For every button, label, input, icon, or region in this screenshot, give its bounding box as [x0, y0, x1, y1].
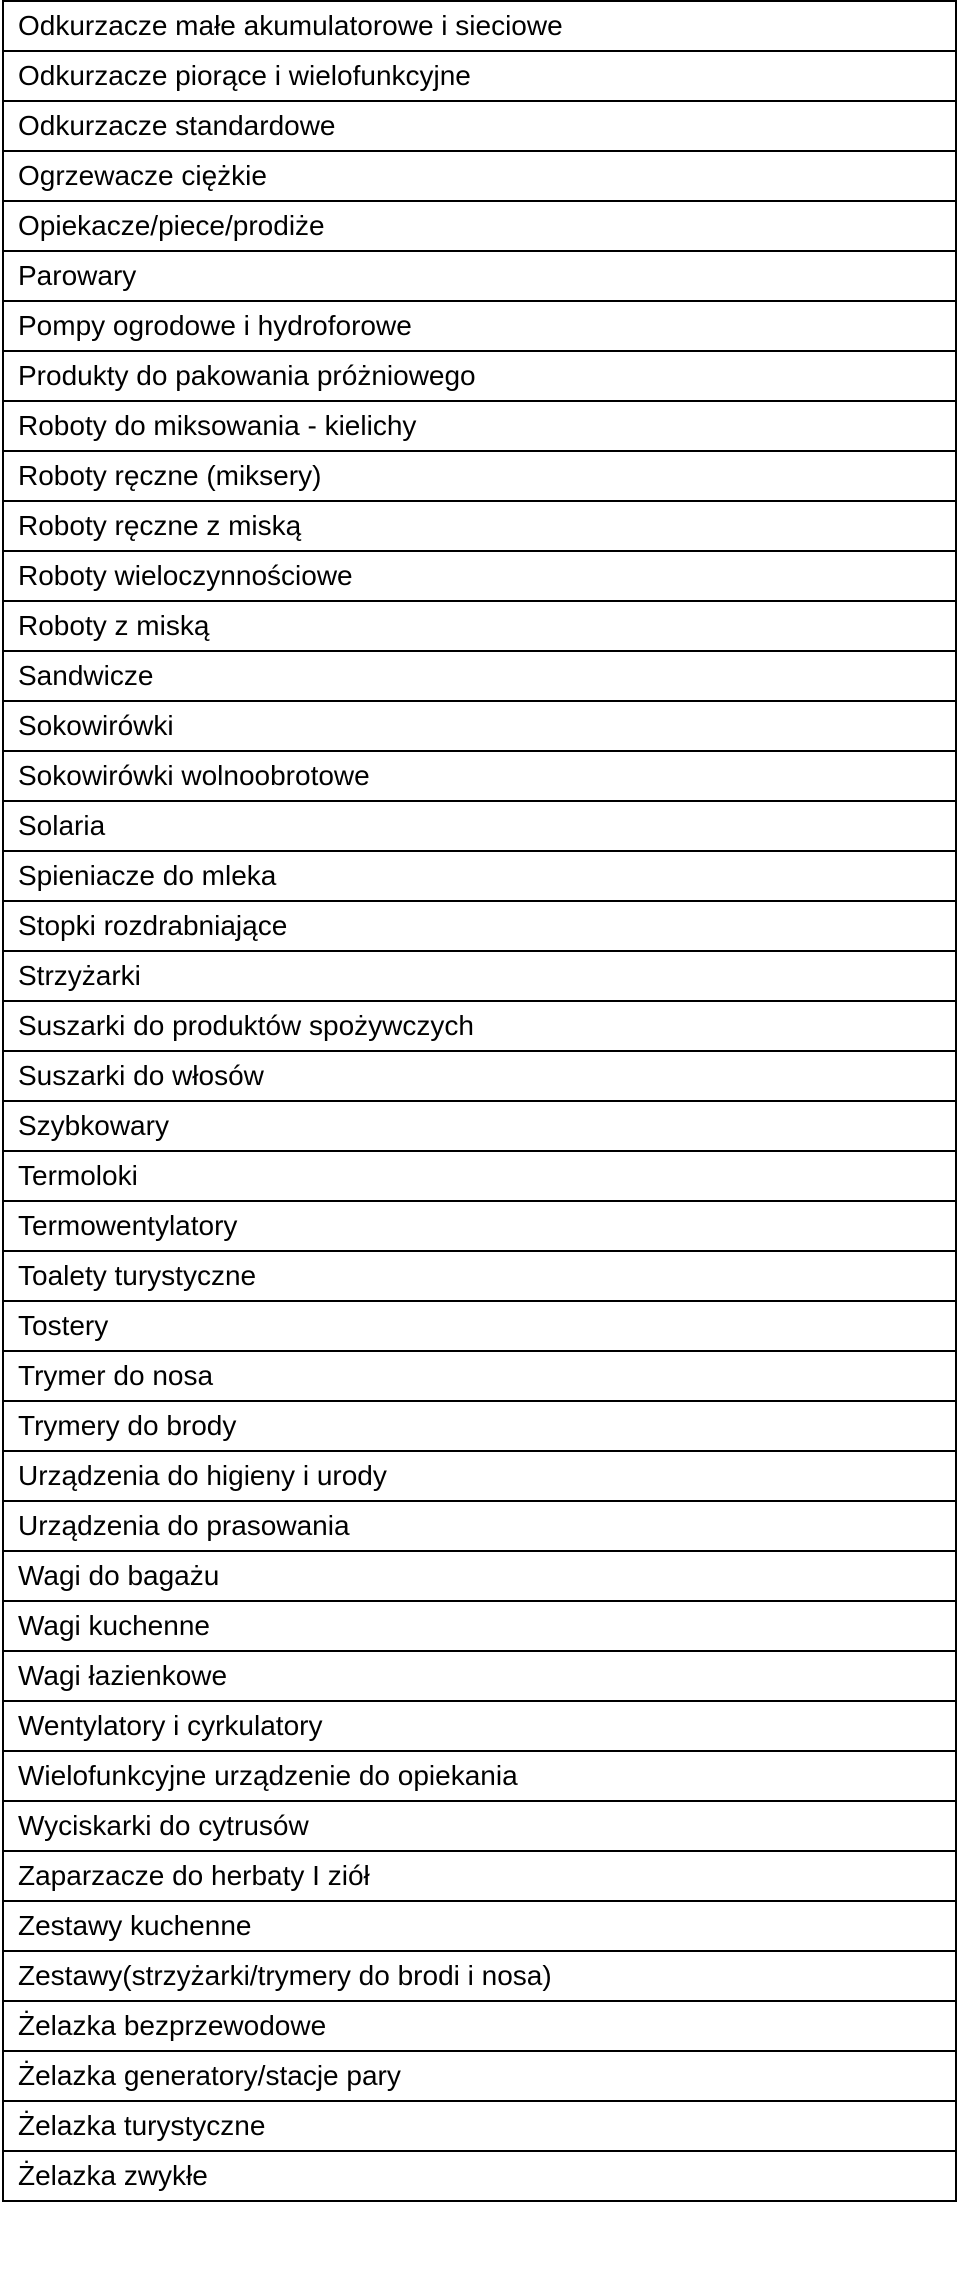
table-cell: Zaparzacze do herbaty I ziół: [3, 1851, 956, 1901]
table-row: [3, 1151, 956, 1201]
table-cell: Roboty ręczne (miksery): [3, 451, 956, 501]
table-row: [3, 1, 956, 51]
table-row: [3, 2001, 956, 2051]
table-cell: Wielofunkcyjne urządzenie do opiekania: [3, 1751, 956, 1801]
table-row: [3, 1851, 956, 1901]
table-row: [3, 1101, 956, 1151]
table-row: [3, 151, 956, 201]
table-cell: Zestawy(strzyżarki/trymery do brodi i nosa): [3, 1951, 956, 2001]
table-cell: Strzyżarki: [3, 951, 956, 1001]
table-cell: Sokowirówki: [3, 701, 956, 751]
table-row: [3, 1551, 956, 1601]
table-row: [3, 1051, 956, 1101]
table-row: [3, 751, 956, 801]
table-row: [3, 351, 956, 401]
table-row: [3, 2101, 956, 2151]
table-cell: Tostery: [3, 1301, 956, 1351]
table-cell: Produkty do pakowania próżniowego: [3, 351, 956, 401]
table-cell: Odkurzacze standardowe: [3, 101, 956, 151]
table-row: [3, 501, 956, 551]
table-cell: Żelazka zwykłe: [3, 2151, 956, 2201]
table-cell: Termowentylatory: [3, 1201, 956, 1251]
table-cell: Wentylatory i cyrkulatory: [3, 1701, 956, 1751]
table-row: [3, 601, 956, 651]
table-cell: Odkurzacze małe akumulatorowe i sieciowe: [3, 1, 956, 51]
table-row: [3, 1901, 956, 1951]
table-cell: Roboty do miksowania - kielichy: [3, 401, 956, 451]
table-row: [3, 801, 956, 851]
table-row: [3, 2051, 956, 2101]
table-cell: Roboty z miską: [3, 601, 956, 651]
table-row: [3, 1951, 956, 2001]
table-cell: Żelazka turystyczne: [3, 2101, 956, 2151]
table-cell: Pompy ogrodowe i hydroforowe: [3, 301, 956, 351]
table-cell: Toalety turystyczne: [3, 1251, 956, 1301]
table-row: [3, 901, 956, 951]
table-row: [3, 2151, 956, 2201]
table-cell: Wagi do bagażu: [3, 1551, 956, 1601]
table-row: [3, 251, 956, 301]
table-row: [3, 1751, 956, 1801]
table-cell: Trymer do nosa: [3, 1351, 956, 1401]
table-cell: Urządzenia do higieny i urody: [3, 1451, 956, 1501]
table-row: [3, 1001, 956, 1051]
table-cell: Wyciskarki do cytrusów: [3, 1801, 956, 1851]
table-cell: Ogrzewacze ciężkie: [3, 151, 956, 201]
table-row: [3, 201, 956, 251]
table-cell: Termoloki: [3, 1151, 956, 1201]
table-row: [3, 1301, 956, 1351]
table-cell: Szybkowary: [3, 1101, 956, 1151]
category-table-body: [3, 1, 956, 2201]
table-row: [3, 951, 956, 1001]
table-row: [3, 1651, 956, 1701]
table-row: [3, 1451, 956, 1501]
table-cell: Wagi kuchenne: [3, 1601, 956, 1651]
table-cell: Roboty ręczne z miską: [3, 501, 956, 551]
category-table-container: [2, 0, 957, 2202]
table-row: [3, 1601, 956, 1651]
table-cell: Suszarki do produktów spożywczych: [3, 1001, 956, 1051]
table-row: [3, 1251, 956, 1301]
table-row: [3, 851, 956, 901]
table-row: [3, 1701, 956, 1751]
table-cell: Spieniacze do mleka: [3, 851, 956, 901]
category-table: [2, 0, 957, 2202]
table-row: [3, 1401, 956, 1451]
table-cell: Opiekacze/piece/prodiże: [3, 201, 956, 251]
table-cell: Sandwicze: [3, 651, 956, 701]
table-row: [3, 1351, 956, 1401]
table-row: [3, 101, 956, 151]
table-cell: Stopki rozdrabniające: [3, 901, 956, 951]
table-row: [3, 51, 956, 101]
table-cell: Wagi łazienkowe: [3, 1651, 956, 1701]
table-cell: Solaria: [3, 801, 956, 851]
table-row: [3, 301, 956, 351]
table-cell: Urządzenia do prasowania: [3, 1501, 956, 1551]
table-cell: Żelazka generatory/stacje pary: [3, 2051, 956, 2101]
table-cell: Parowary: [3, 251, 956, 301]
table-cell: Suszarki do włosów: [3, 1051, 956, 1101]
table-row: [3, 401, 956, 451]
table-cell: Żelazka bezprzewodowe: [3, 2001, 956, 2051]
table-cell: Odkurzacze piorące i wielofunkcyjne: [3, 51, 956, 101]
table-row: [3, 1201, 956, 1251]
table-cell: Zestawy kuchenne: [3, 1901, 956, 1951]
table-cell: Sokowirówki wolnoobrotowe: [3, 751, 956, 801]
table-row: [3, 701, 956, 751]
table-row: [3, 1801, 956, 1851]
table-row: [3, 1501, 956, 1551]
table-row: [3, 451, 956, 501]
table-row: [3, 651, 956, 701]
table-row: [3, 551, 956, 601]
table-cell: Roboty wieloczynnościowe: [3, 551, 956, 601]
table-cell: Trymery do brody: [3, 1401, 956, 1451]
